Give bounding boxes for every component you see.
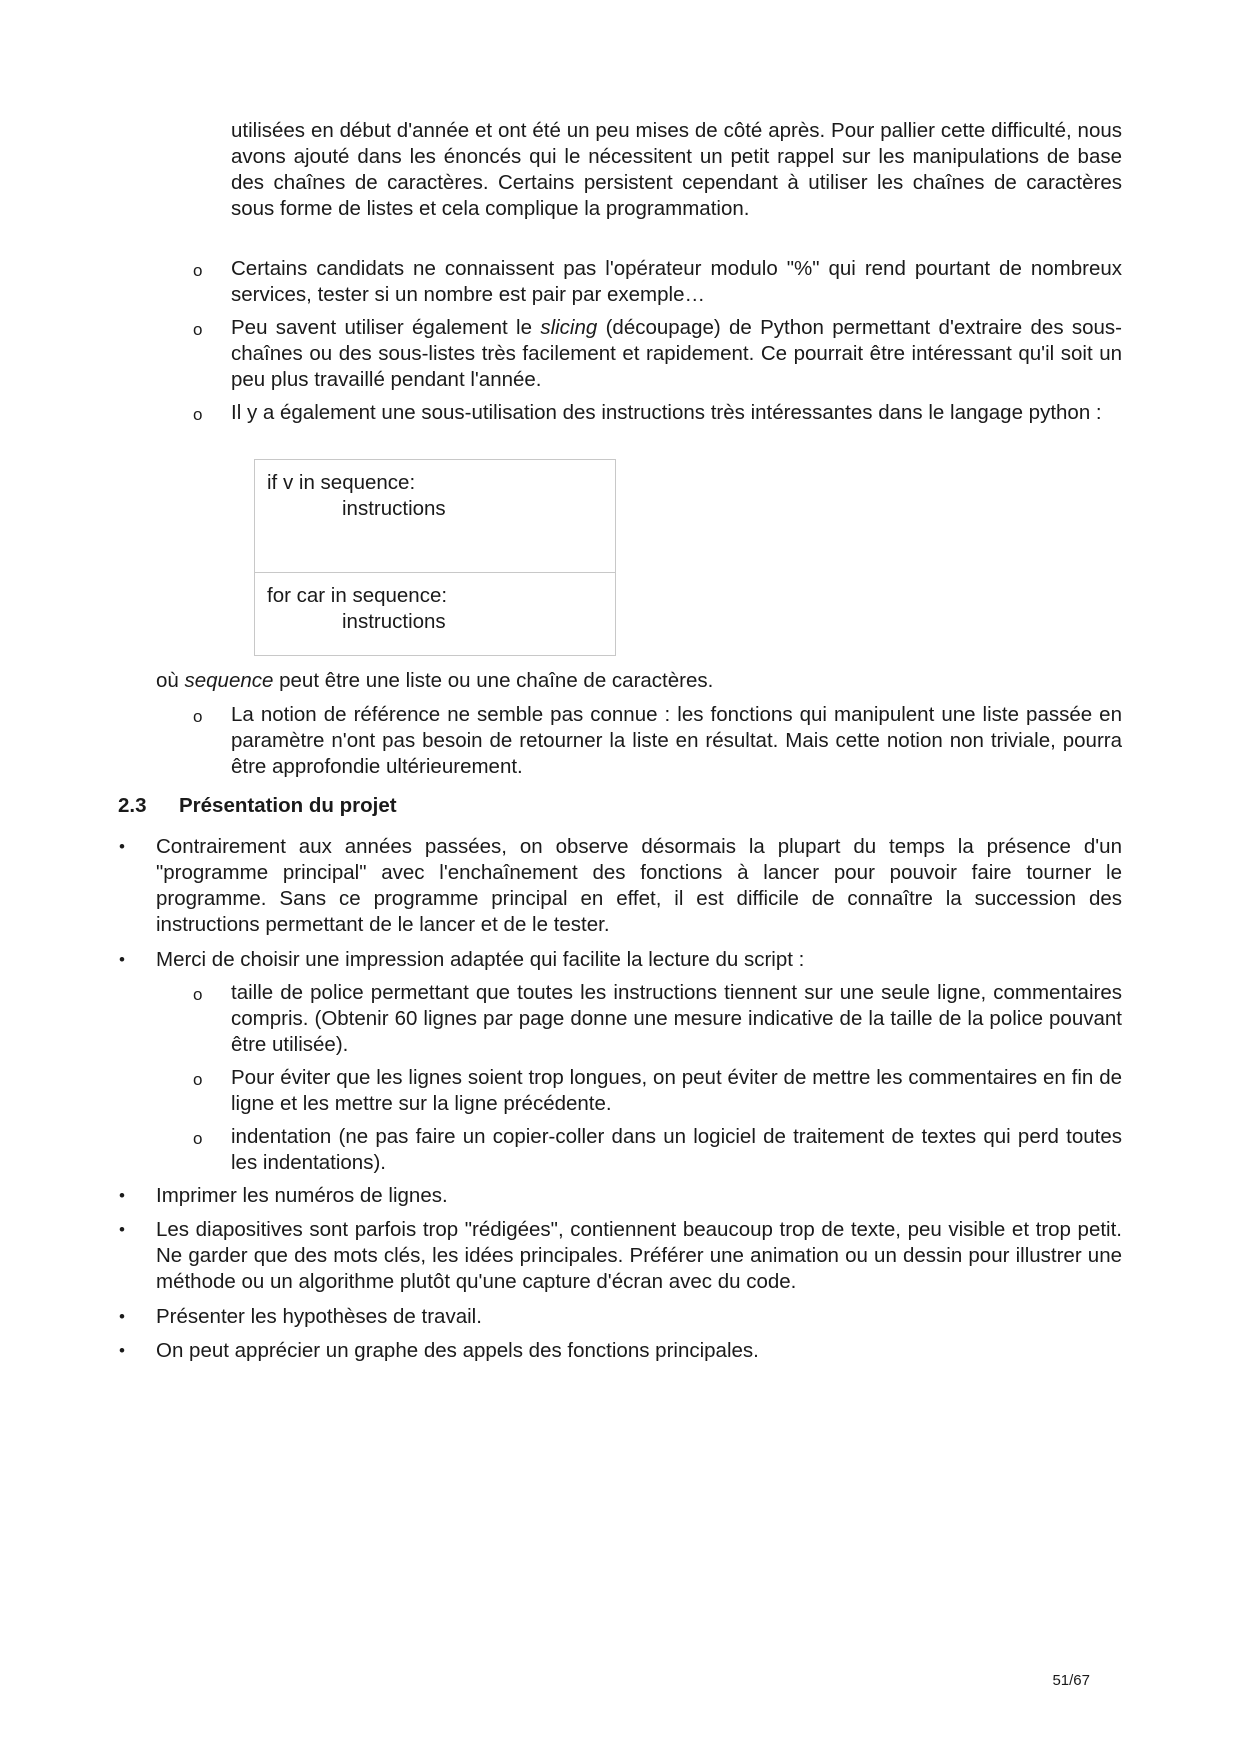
note-text-end: peut être une liste ou une chaîne de caractères. bbox=[273, 669, 714, 692]
list-item-reference-notion bbox=[193, 702, 1122, 780]
dot-bullet-icon: • bbox=[119, 1341, 125, 1360]
code-line-instructions: instructions bbox=[342, 497, 446, 520]
circle-bullet-icon: o bbox=[193, 707, 203, 726]
circle-bullet-icon: o bbox=[193, 1070, 203, 1089]
sub-item-text: Pour éviter que les lignes soient trop longues, on peut éviter de mettre les commentaires en fin de ligne et les mettre sur la ligne précédente. bbox=[231, 1066, 1122, 1115]
code-cell-for bbox=[255, 573, 615, 655]
list-item-text: Il y a également une sous-utilisation des instructions très intéressantes dans le langage python : bbox=[231, 401, 1102, 424]
bullet-text: Imprimer les numéros de lignes. bbox=[156, 1184, 448, 1207]
code-line-for: for car in sequence: bbox=[267, 584, 448, 607]
sequence-term: sequence bbox=[184, 669, 274, 692]
bullet-hypotheses bbox=[119, 1304, 1122, 1330]
note-text-start: où bbox=[156, 669, 185, 692]
dot-bullet-icon: • bbox=[119, 1220, 125, 1239]
list-item-text: Certains candidats ne connaissent pas l'opérateur modulo "%" qui rend pourtant de nombreux services, tester si un nombre est pair par exemple… bbox=[231, 257, 1122, 306]
bullet-slides bbox=[119, 1217, 1122, 1295]
list-item-text-start: Peu savent utiliser également le bbox=[231, 316, 541, 339]
dot-bullet-icon: • bbox=[119, 950, 125, 969]
code-line-instructions: instructions bbox=[342, 610, 446, 633]
bullet-main-program bbox=[119, 834, 1122, 938]
sub-item-comments bbox=[193, 1065, 1122, 1117]
bullet-text: Les diapositives sont parfois trop "rédigées", contiennent beaucoup trop de texte, peu visible et trop petit. Ne garder que des mots clés, les idées principales. Préférer une animation ou un dessin pour illustrer une méthode ou un algorithme plutôt qu'une capture d'écran avec du code. bbox=[156, 1218, 1122, 1293]
page-number: 51/67 bbox=[1052, 1672, 1090, 1689]
sub-item-font-size bbox=[193, 980, 1122, 1058]
section-title: Présentation du projet bbox=[179, 794, 397, 817]
sub-item-indentation bbox=[193, 1124, 1122, 1176]
dot-bullet-icon: • bbox=[119, 1307, 125, 1326]
list-item-text-end: (découpage) de Python permettant d'extraire des sous-chaînes ou des sous-listes très facilement et rapidement. Ce pourrait être intéressant qu'il soit un peu plus travaillé pendant l'année. bbox=[231, 316, 1122, 391]
section-number: 2.3 bbox=[118, 794, 147, 817]
dot-bullet-icon: • bbox=[119, 1186, 125, 1205]
code-example-table bbox=[254, 459, 616, 656]
bullet-line-numbers bbox=[119, 1183, 1122, 1209]
list-item-slicing bbox=[193, 315, 1122, 393]
sub-item-text: indentation (ne pas faire un copier-coller dans un logiciel de traitement de textes qui perd toutes les indentations). bbox=[231, 1125, 1122, 1174]
circle-bullet-icon: o bbox=[193, 405, 203, 424]
bullet-text: On peut apprécier un graphe des appels des fonctions principales. bbox=[156, 1339, 759, 1362]
circle-bullet-icon: o bbox=[193, 261, 203, 280]
circle-bullet-icon: o bbox=[193, 1129, 203, 1148]
list-item-text: La notion de référence ne semble pas connue : les fonctions qui manipulent une liste passée en paramètre n'ont pas besoin de retourner la liste en résultat. Mais cette notion non triviale, pourra être approfondie ultérieurement. bbox=[231, 703, 1122, 778]
code-cell-if bbox=[255, 460, 615, 573]
bullet-print-format bbox=[119, 947, 1122, 973]
circle-bullet-icon: o bbox=[193, 320, 203, 339]
bullet-text: Merci de choisir une impression adaptée qui facilite la lecture du script : bbox=[156, 948, 805, 971]
list-item-modulo bbox=[193, 256, 1122, 308]
slicing-term: slicing bbox=[540, 316, 598, 339]
list-item-python-instructions bbox=[193, 400, 1122, 426]
sub-item-text: taille de police permettant que toutes les instructions tiennent sur une seule ligne, commentaires compris. (Obtenir 60 lignes par page donne une mesure indicative de la taille de la police pouvant être utilisée). bbox=[231, 981, 1122, 1056]
section-heading bbox=[118, 793, 397, 819]
bullet-call-graph bbox=[119, 1338, 1122, 1364]
paragraph-string-continuation: utilisées en début d'année et ont été un peu mises de côté après. Pour pallier cette difficulté, nous avons ajouté dans les énoncés qui le nécessitent un petit rappel sur les manipulations de base des chaînes de caractères. Certains persistent cependant à utiliser les chaînes de caractères sous forme de listes et cela complique la programmation. bbox=[231, 119, 1122, 220]
code-line-if: if v in sequence: bbox=[267, 471, 416, 494]
bullet-text: Présenter les hypothèses de travail. bbox=[156, 1305, 482, 1328]
sequence-note bbox=[156, 668, 1122, 694]
bullet-text: Contrairement aux années passées, on observe désormais la plupart du temps la présence d'un "programme principal" avec l'enchaînement des fonctions à lancer pour pouvoir faire tourner le programme. Sans ce programme principal en effet, il est difficile de connaître la succession des instructions permettant de le lancer et de le tester. bbox=[156, 835, 1122, 936]
dot-bullet-icon: • bbox=[119, 837, 125, 856]
circle-bullet-icon: o bbox=[193, 985, 203, 1004]
